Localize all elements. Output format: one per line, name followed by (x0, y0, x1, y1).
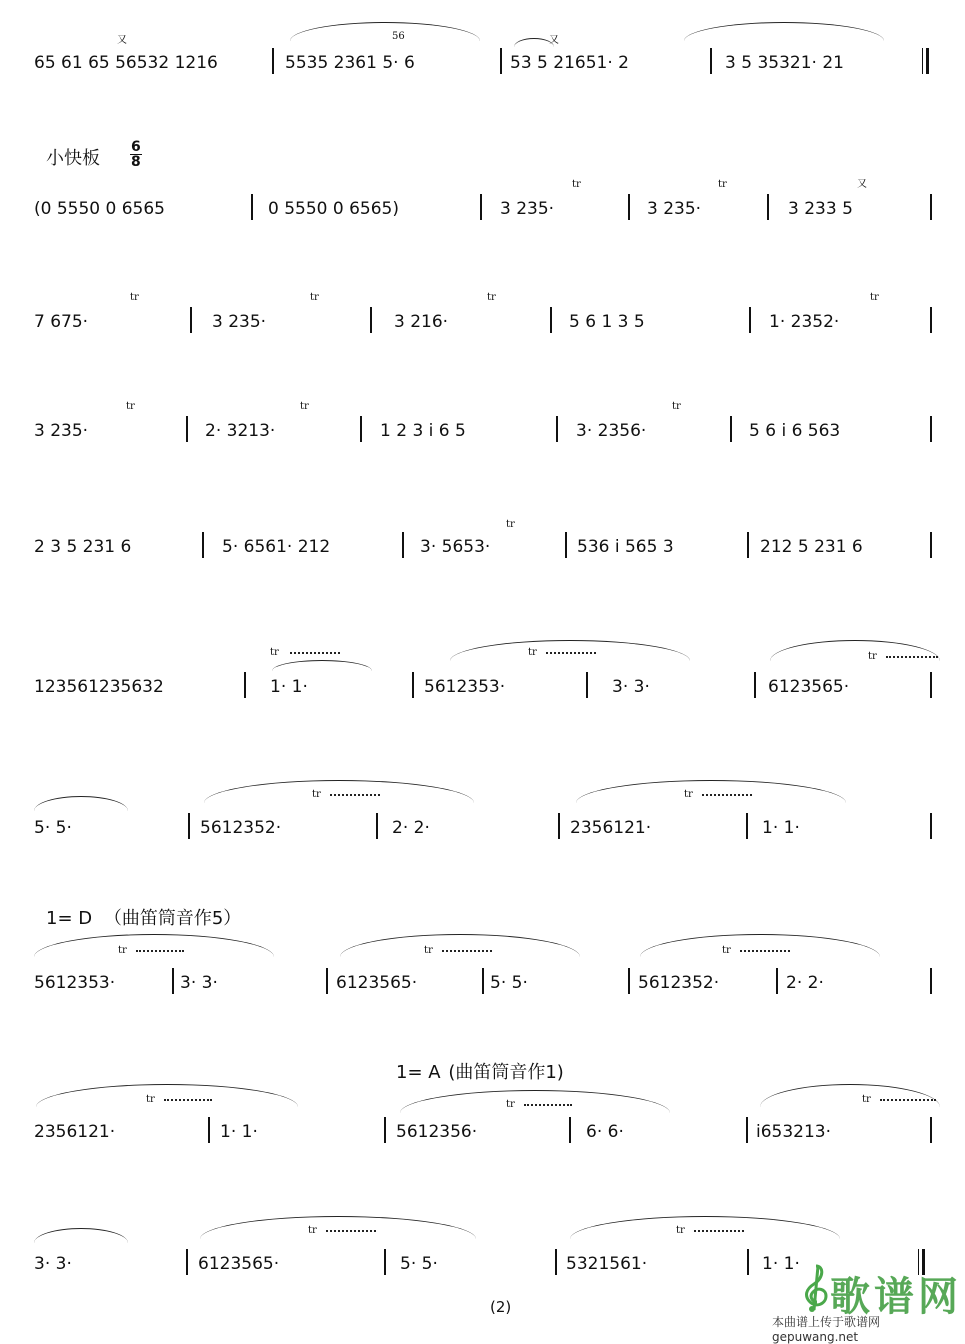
measure: 1· 1· (762, 818, 800, 838)
measure: 5· 5· (34, 818, 72, 838)
barline (384, 1117, 386, 1143)
trill-mark: tr (572, 179, 581, 190)
barline (251, 194, 253, 220)
measure: 5· 6561· 212 (222, 537, 331, 557)
trill-mark: tr (506, 1099, 515, 1110)
barline (730, 416, 732, 442)
measure: 3· 5653· (420, 537, 491, 557)
slur-mark (204, 780, 474, 803)
measure: 5535 2361 5· 6 (285, 53, 415, 73)
trill-mark: tr (126, 401, 135, 412)
score-line-2 (0, 194, 965, 224)
measure: 6· 6· (586, 1122, 624, 1142)
slur-mark (570, 1216, 840, 1239)
mordent-mark: 又 (117, 35, 127, 46)
measure: 5· 5· (400, 1254, 438, 1274)
slur-mark (200, 1216, 476, 1239)
measure: 6123565· (768, 677, 850, 697)
trill-mark: tr (506, 519, 515, 530)
barline (186, 1249, 188, 1275)
measure: 3· 3· (612, 677, 650, 697)
trill-mark: tr (308, 1225, 317, 1236)
tempo-marking: 小快板 (46, 148, 100, 169)
time-signature-numerator: 6 (131, 139, 141, 155)
barline (482, 968, 484, 994)
slur-mark (640, 934, 880, 957)
barline (202, 532, 204, 558)
measure: 1 2 3 i 6 5 (380, 421, 466, 441)
slur-mark (684, 22, 884, 41)
trill-mark: tr (270, 647, 279, 658)
measure: 5612353· (34, 973, 116, 993)
measure: 0 5550 0 6565) (268, 199, 400, 219)
trill-mark: tr (146, 1094, 155, 1105)
trill-mark: tr (300, 401, 309, 412)
measure: 6123565· (336, 973, 418, 993)
barline (767, 194, 769, 220)
slur-mark (340, 934, 580, 957)
slur-mark (770, 640, 940, 661)
barline (747, 532, 749, 558)
measure: 3 5 35321· 21 (725, 53, 844, 73)
measure: 1· 1· (220, 1122, 258, 1142)
measure: 2 3 5 231 6 (34, 537, 132, 557)
double-barline (922, 48, 929, 74)
barline (628, 968, 630, 994)
trill-mark: tr (722, 945, 731, 956)
barline (500, 48, 502, 74)
barline (628, 194, 630, 220)
measure: 2· 2· (392, 818, 430, 838)
barline (172, 968, 174, 994)
trill-wave (290, 646, 340, 654)
barline (558, 813, 560, 839)
measure: 3 235· (212, 312, 267, 332)
barline (776, 968, 778, 994)
barline (930, 672, 932, 698)
measure: 5612352· (200, 818, 282, 838)
barline (480, 194, 482, 220)
slur-mark (36, 1084, 298, 1107)
barline (384, 1249, 386, 1275)
score-line-8 (0, 968, 965, 998)
score-line-1 (0, 48, 965, 78)
watermark-site-name: 歌谱网 (830, 1273, 962, 1320)
measure: 3· 3· (34, 1254, 72, 1274)
score-line-5 (0, 532, 965, 562)
score-line-4 (0, 416, 965, 446)
page-number: (2) (490, 1298, 512, 1316)
mordent-mark: 又 (549, 35, 559, 46)
barline (930, 307, 932, 333)
measure: 5· 5· (490, 973, 528, 993)
barline (555, 1249, 557, 1275)
barline (569, 1117, 571, 1143)
key-note: (曲笛筒音作1) (448, 1062, 564, 1083)
barline (188, 813, 190, 839)
key-signature: 1= A (396, 1062, 441, 1083)
key-change-d (46, 904, 241, 930)
trill-mark: tr (718, 179, 727, 190)
barline (930, 813, 932, 839)
barline (272, 48, 274, 74)
measure: 5321561· (566, 1254, 648, 1274)
measure: 2· 3213· (205, 421, 276, 441)
slur-mark (34, 934, 274, 957)
barline (370, 307, 372, 333)
barline (190, 307, 192, 333)
trill-mark: tr (130, 292, 139, 303)
barline (930, 532, 932, 558)
barline (360, 416, 362, 442)
slur-mark (760, 1084, 940, 1107)
slur-mark (34, 1228, 128, 1243)
measure: 123561235632 (34, 677, 164, 697)
trill-mark: tr (528, 647, 537, 658)
barline (746, 1117, 748, 1143)
barline (746, 813, 748, 839)
measure: 5612353· (424, 677, 506, 697)
trill-mark: tr (118, 945, 127, 956)
key-signature: 1= D (46, 908, 93, 929)
score-line-6 (0, 672, 965, 702)
trill-mark: tr (312, 789, 321, 800)
measure: 3 233 5 (788, 199, 853, 219)
measure: 5 6 1 3 5 (569, 312, 645, 332)
measure: 1· 2352· (769, 312, 840, 332)
barline (186, 416, 188, 442)
watermark-footer: 本曲谱上传于歌谱网 gepuwang.net (772, 1315, 881, 1344)
trill-mark: tr (684, 789, 693, 800)
measure: 2· 2· (786, 973, 824, 993)
score-line-3 (0, 307, 965, 337)
barline (556, 416, 558, 442)
measure: 6123565· (198, 1254, 280, 1274)
barline (930, 968, 932, 994)
slur-mark (576, 780, 846, 803)
barline (326, 968, 328, 994)
measure: 3 235· (647, 199, 702, 219)
trill-mark: tr (676, 1225, 685, 1236)
trill-mark: tr (424, 945, 433, 956)
time-signature-denominator: 8 (131, 154, 141, 170)
measure: 7 675· (34, 312, 89, 332)
barline (208, 1117, 210, 1143)
measure: 5 6 i 6 563 (749, 421, 841, 441)
trill-mark: tr (870, 292, 879, 303)
trill-mark: tr (487, 292, 496, 303)
key-note: （曲笛筒音作5） (103, 908, 242, 929)
treble-clef-logo-icon (798, 1262, 834, 1314)
measure: 1· 1· (270, 677, 308, 697)
slur-mark (272, 660, 372, 671)
barline (930, 1117, 932, 1143)
barline (402, 532, 404, 558)
barline (550, 307, 552, 333)
slur-mark (400, 1090, 670, 1113)
barline (749, 307, 751, 333)
measure: 2356121· (34, 1122, 116, 1142)
trill-mark: tr (672, 401, 681, 412)
measure: (0 5550 0 6565 (34, 199, 166, 219)
measure: 65 61 65 56532 1216 (34, 53, 218, 73)
trill-mark: tr (310, 292, 319, 303)
measure: 536 i 565 3 (577, 537, 674, 557)
barline (376, 813, 378, 839)
trill-mark: tr (868, 651, 877, 662)
measure: 53 5 21651· 2 (510, 53, 629, 73)
measure: 3 235· (500, 199, 555, 219)
measure: 212 5 231 6 (760, 537, 863, 557)
measure: 3· 2356· (576, 421, 647, 441)
barline (930, 194, 932, 220)
barline (565, 532, 567, 558)
measure: 5612352· (638, 973, 720, 993)
score-line-7 (0, 813, 965, 843)
barline (747, 1249, 749, 1275)
mordent-mark: 又 (857, 179, 867, 190)
barline (244, 672, 246, 698)
measure: 2356121· (570, 818, 652, 838)
trill-mark: tr (862, 1094, 871, 1105)
measure: 3 216· (394, 312, 449, 332)
grace-note-mark: 56 (392, 31, 405, 42)
key-change-a (396, 1058, 564, 1084)
score-line-9 (0, 1117, 965, 1147)
measure: 1· 1· (762, 1254, 800, 1274)
slur-mark (450, 640, 690, 661)
barline (412, 672, 414, 698)
measure: i653213· (756, 1122, 832, 1142)
barline (586, 672, 588, 698)
measure: 3 235· (34, 421, 89, 441)
barline (930, 416, 932, 442)
slur-mark (34, 796, 128, 811)
measure: 3· 3· (180, 973, 218, 993)
measure: 5612356· (396, 1122, 478, 1142)
barline (710, 48, 712, 74)
slur-mark (290, 22, 480, 41)
barline (754, 672, 756, 698)
slur-mark (514, 38, 554, 47)
time-signature (130, 140, 142, 169)
